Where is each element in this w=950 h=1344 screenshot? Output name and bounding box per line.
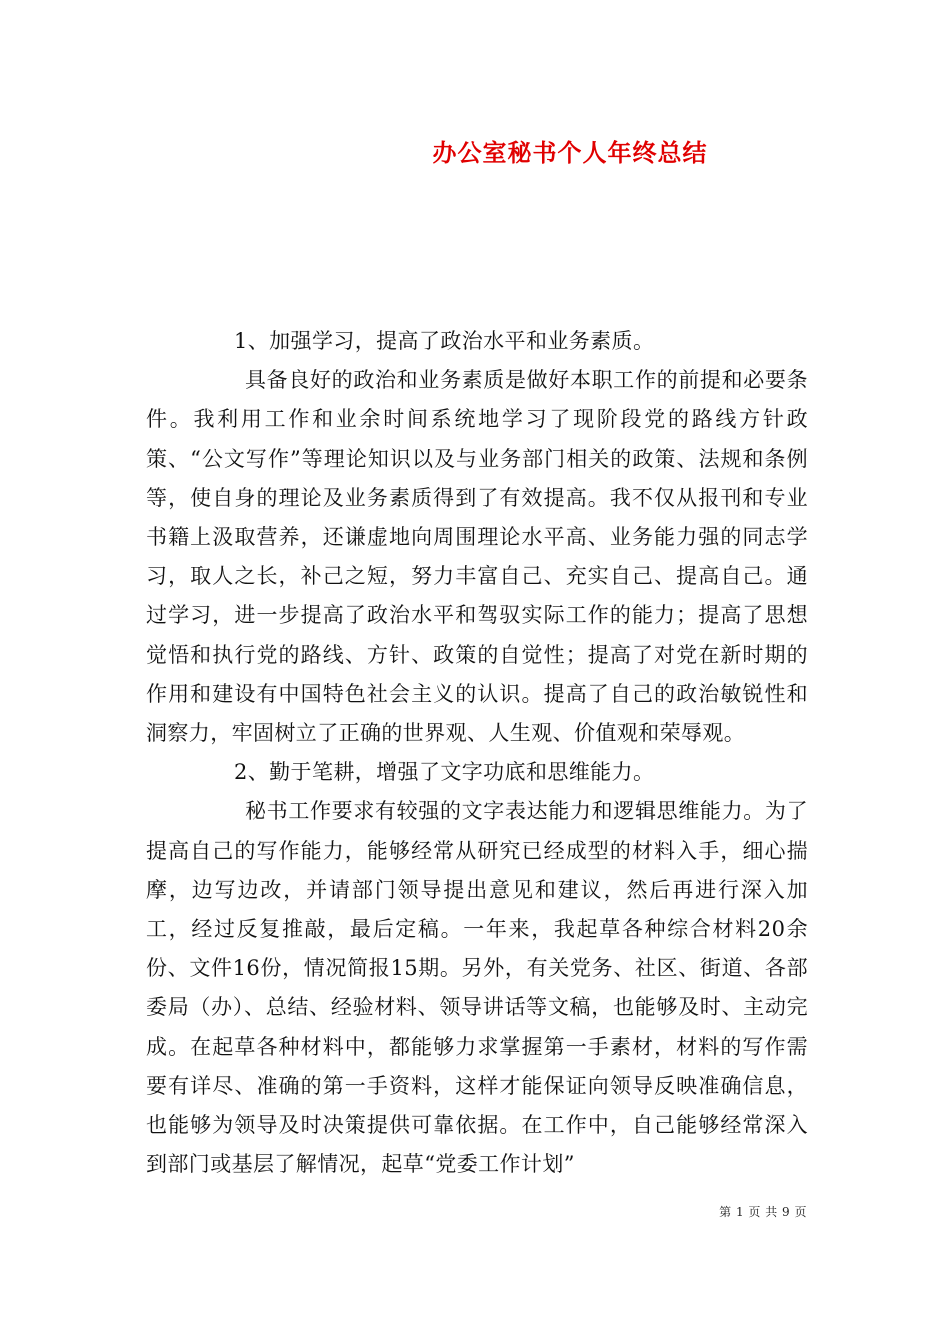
section-2-paragraph: 秘书工作要求有较强的文字表达能力和逻辑思维能力。为了提高自己的写作能力，能够经常从研究已经成型的材料入手，细心揣摩，边写边改，并请部门领导提出意见和建议，然后再进行深入加工，经过反复推敲，最后定稿。一年来，我起草各种综合材料20余份、文件16份，情况简报15期。另外，有关党务、社区、街道、各部委局（办）、总结、经验材料、领导讲话等文稿，也能够及时、主动完成。在起草各种材料中，都能够力求掌握第一手素材，材料的写作需要有详尽、准确的第一手资料，这样才能保证向领导反映准确信息，也能够为领导及时决策提供可靠依据。在工作中，自己能够经常深入到部门或基层了解情况，起草“党委工作计划” bbox=[146, 799, 808, 1177]
section-1-paragraph: 具备良好的政治和业务素质是做好本职工作的前提和必要条件。我利用工作和业余时间系统地学习了现阶段党的路线方针政策、“公文写作”等理论知识以及与业务部门相关的政策、法规和条例等，使自身的理论及业务素质得到了有效提高。我不仅从报刊和专业书籍上汲取营养，还谦虚地向周围理论水平高、业务能力强的同志学习，取人之长，补己之短，努力丰富自己、充实自己、提高自己。通过学习，进一步提高了政治水平和驾驭实际工作的能力；提高了思想觉悟和执行党的路线、方针、政策的自觉性；提高了对党在新时期的作用和建设有中国特色社会主义的认识。提高了自己的政治敏锐性和洞察力，牢固树立了正确的世界观、人生观、价值观和荣辱观。 bbox=[146, 368, 808, 746]
section-1-heading: 1、加强学习，提高了政治水平和业务素质。 bbox=[234, 329, 655, 353]
page-number-footer: 第 1 页 共 9 页 bbox=[719, 1205, 807, 1219]
section-2-heading: 2、勤于笔耕，增强了文字功底和思维能力。 bbox=[234, 760, 655, 785]
document-title: 办公室秘书个人年终总结 bbox=[432, 138, 708, 167]
document-body bbox=[146, 322, 808, 1184]
